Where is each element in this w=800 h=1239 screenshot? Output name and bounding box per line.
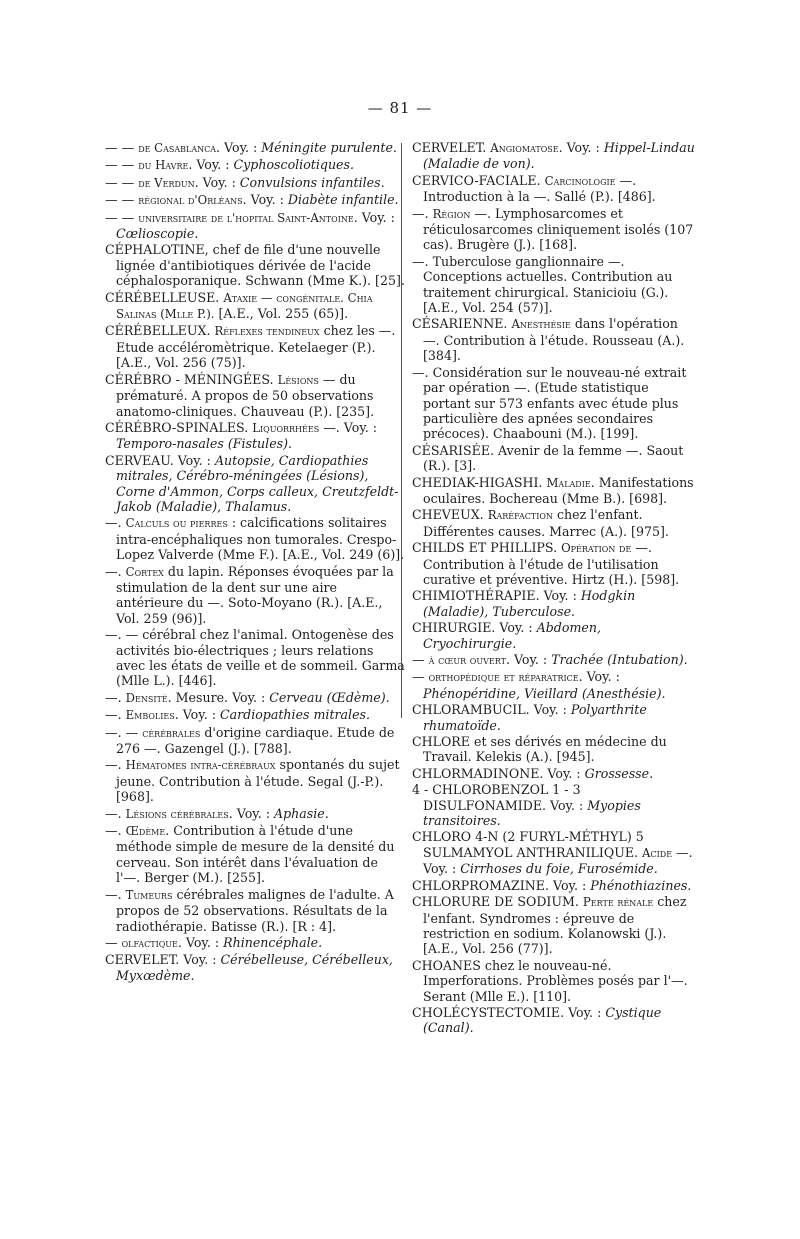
index-entry	[105, 725, 405, 757]
entry-text: Tuberculose ganglionnaire —. Conceptions actuelles. Contribution au traitement chirurgical. Stanicioiu (G.). [A.E., Vol. 254 (57)].	[423, 253, 673, 316]
entry-text: . Voy. :	[558, 140, 604, 155]
entry-subheading: Perte rénale	[582, 895, 654, 910]
index-column-right	[412, 140, 698, 1037]
entry-heading: CÉSARISÉE	[412, 442, 491, 458]
entry-heading: —	[105, 934, 122, 950]
entry-text: et ses dérivés en médecine du Travail. Kelekis (A.). [945].	[423, 734, 667, 765]
entry-subheading: Acide	[642, 845, 673, 860]
entry-text: . Voy. :	[188, 157, 234, 173]
entry-text: . Voy. :	[228, 805, 274, 821]
entry-subheading: Lésions	[277, 372, 319, 387]
entry-subheading: Maladie	[546, 475, 591, 490]
entry-heading: — —	[105, 140, 139, 155]
index-entry	[412, 475, 698, 507]
index-entry	[105, 140, 405, 156]
index-entry	[412, 894, 698, 957]
entry-text: . Manifestations oculaires. Bochereau (Mme B.). [698].	[423, 474, 694, 506]
entry-heading: CHLORPROMAZINE	[412, 877, 545, 893]
entry-subheading: Calculs ou pierres	[125, 516, 228, 531]
entry-text: chez l'enfant. Différentes causes. Marrec (A.). [975].	[423, 507, 669, 539]
entry-heading: —.	[105, 563, 126, 579]
entry-subheading: universitaire de l'hopital Saint-Antoine	[138, 210, 354, 225]
entry-subheading: Opération de	[561, 541, 632, 556]
index-entry	[412, 588, 698, 619]
entry-heading: —.	[412, 253, 433, 269]
index-entry	[412, 540, 698, 587]
entry-heading: CÉPHALOTINE	[105, 242, 205, 258]
entry-text: cérébrales malignes de l'adulte. A propos de 52 observations. Résultats de la radiothérapie. Batisse (R.). [R : 4].	[116, 886, 394, 934]
index-entry	[105, 515, 405, 562]
entry-subheading: régional d'Orléans	[138, 193, 243, 208]
page-number: — 81 —	[367, 99, 433, 117]
entry-heading: —.	[105, 823, 126, 839]
entry-text: chez le nouveau-né. Imperforations. Problèmes posés par l'—. Serant (Mlle E.). [110].	[423, 957, 688, 1004]
entry-subheading: Cortex	[125, 564, 164, 579]
entry-text: . Voy. :	[491, 620, 537, 636]
index-entry	[105, 323, 405, 370]
index-entry	[412, 652, 698, 668]
entry-reference: Cérébelleuse, Cérébelleux, Myxœdème.	[116, 952, 393, 983]
index-entry	[412, 173, 698, 205]
entry-text: — du prématuré. A propos de 50 observations anatomo-cliniques. Chauveau (P.). [235].	[116, 371, 375, 419]
entry-subheading: orthopédique et réparatrice	[428, 670, 579, 685]
entry-heading: — —	[105, 192, 139, 208]
entry-reference: Polyarthrite rhumatoïde.	[423, 702, 647, 733]
entry-text: —. Contribution à l'étude de l'utilisation curative et préventive. Hirtz (H.). [598].	[423, 540, 680, 587]
entry-text: chez les —. Etude accéléromètrique. Ketelaeger (P.). [A.E., Vol. 256 (75)].	[116, 323, 396, 371]
entry-reference: Aphasie.	[274, 805, 329, 821]
entry-heading: — —	[105, 209, 139, 225]
entry-text: . Voy. :	[216, 140, 262, 155]
entry-heading: CHLORAMBUCIL	[412, 702, 526, 718]
entry-text: . Voy. :	[194, 174, 240, 190]
entry-heading: 4 - CHLOROBENZOL 1 - 3 DISULFONAMIDE	[412, 782, 581, 813]
entry-heading: —.	[105, 515, 126, 531]
entry-text: , chef de file d'une nouvelle lignée d'antibiotiques dérivée de l'acide céphalosporanique. Schwann (Mme K.). [25].	[116, 242, 405, 289]
entry-reference: Rhinencéphale.	[223, 934, 323, 950]
index-entry	[412, 878, 698, 893]
entry-reference: Phénopéridine, Vieillard (Anesthésie).	[423, 685, 666, 701]
entry-text: cérébral chez l'animal. Ontogenèse des activités bio-électriques ; leurs relations avec les états de veille et de sommeil. Garma (Mlle L.). [446].	[116, 627, 405, 689]
entry-heading: —.	[105, 757, 126, 773]
entry-reference: Cardiopathies mitrales.	[219, 707, 370, 723]
index-entry	[412, 140, 698, 172]
entry-subheading: Carcinologie	[544, 173, 616, 188]
entry-heading: CHLORE	[412, 734, 470, 750]
entry-text: . Mesure. Voy. :	[167, 689, 270, 705]
entry-reference: Diabète infantile.	[287, 192, 399, 208]
entry-text: —. Voy. :	[319, 419, 378, 435]
index-entry	[105, 806, 405, 822]
entry-heading: — —	[105, 174, 139, 190]
index-entry	[412, 316, 698, 363]
entry-text: —. Introduction à la —. Sallé (P.). [486].	[423, 172, 656, 205]
index-entry	[412, 206, 698, 253]
index-entry	[105, 157, 405, 173]
index-entry	[105, 707, 405, 723]
entry-text: —. Voy. :	[423, 844, 693, 877]
entry-reference: Grossesse.	[584, 765, 654, 781]
entry-reference: Convulsions infantiles.	[239, 174, 385, 190]
entry-subheading: cérébrales	[142, 725, 201, 740]
index-entry	[412, 702, 698, 733]
index-entry	[105, 935, 405, 951]
entry-heading: —.	[105, 689, 126, 705]
index-entry	[412, 365, 698, 442]
entry-heading: CÉRÉBELLEUX.	[105, 323, 215, 339]
entry-text: . Voy. :	[525, 702, 571, 718]
index-entry	[412, 507, 698, 539]
entry-heading: —	[412, 669, 429, 685]
index-entry	[105, 175, 405, 191]
index-entry	[412, 734, 698, 765]
entry-heading: CÉSARIENNE.	[412, 316, 512, 332]
entry-text: : calcifications solitaires intra-encéphaliques non tumorales. Crespo-Lopez Valverde (Mme F.). [A.E., Vol. 249 (6)].	[116, 515, 405, 563]
entry-reference: Trachée (Intubation).	[551, 652, 688, 667]
entry-text: d'origine cardiaque. Etude de 276 —. Gazengel (J.). [788].	[116, 724, 395, 757]
index-entry	[412, 766, 698, 781]
entry-subheading: Densité	[125, 690, 168, 705]
entry-heading: CERVELET.	[412, 140, 491, 155]
column-divider	[401, 143, 402, 718]
index-entry	[412, 669, 698, 701]
entry-text: . Voy. :	[169, 452, 215, 468]
index-entry	[105, 192, 405, 208]
index-entry	[105, 420, 405, 452]
index-entry	[105, 564, 405, 627]
entry-subheading: Anesthésie	[511, 317, 571, 332]
entry-heading: CHLORMADINONE	[412, 765, 540, 781]
entry-subheading: Réflexes tendineux	[214, 324, 320, 339]
index-column-left	[105, 140, 405, 984]
entry-heading: —.	[105, 886, 126, 902]
entry-text: . Voy. :	[353, 209, 395, 225]
entry-heading: CHILDS ET PHILLIPS.	[412, 540, 562, 556]
entry-subheading: Lésions cérébrales	[125, 806, 229, 821]
entry-reference: Cœlioscopie.	[116, 226, 199, 242]
entry-reference: Cirrhoses du foie, Furosémide.	[460, 861, 658, 877]
entry-text: . Voy. :	[174, 707, 220, 723]
index-entry	[412, 254, 698, 316]
entry-heading: CÉRÉBRO - MÉNINGÉES.	[105, 371, 278, 387]
entry-text: . Voy. :	[177, 934, 224, 950]
entry-heading: CHLORO 4-N (2 FURYL-MÉTHYL) 5 SULMAMYOL ANTHRANILIQUE.	[412, 829, 644, 860]
entry-subheading: de Verdun	[138, 175, 195, 190]
entry-subheading: olfactique	[121, 935, 178, 950]
entry-reference: Cyphoscoliotiques.	[233, 157, 354, 173]
entry-heading: — —	[105, 157, 139, 173]
entry-reference: Temporo-nasales (Fistules).	[116, 436, 293, 452]
entry-heading: CHLORURE DE SODIUM.	[412, 894, 583, 910]
entry-subheading: Région	[432, 206, 471, 221]
entry-subheading: à cœur ouvert	[428, 653, 506, 667]
entry-reference: Autopsie, Cardiopathies mitrales, Cérébro-méningées (Lésions), Corne d'Ammon, Corps calleux, Creutzfeldt-Jakob (Maladie), Thalamus.	[116, 452, 399, 514]
entry-subheading: Embolies	[125, 708, 175, 723]
entry-text: . Avenir de la femme —. Saout (R.). [3].	[423, 442, 684, 474]
entry-heading: CERVICO-FACIALE.	[412, 172, 545, 188]
index-entry	[105, 453, 405, 515]
entry-text: chez l'enfant. Syndromes : épreuve de restriction en sodium. Kolanowski (J.). [A.E., Vol. 256 (77)].	[423, 894, 687, 957]
entry-heading: CERVELET	[105, 952, 176, 968]
entry-reference: Abdomen, Cryochirurgie.	[423, 620, 601, 651]
entry-text: . Voy. :	[175, 952, 221, 968]
entry-reference: Cystique (Canal).	[423, 1004, 662, 1036]
index-entry	[105, 372, 405, 419]
entry-heading: CÉRÉBELLEUSE.	[105, 289, 224, 305]
entry-heading: —.	[412, 364, 433, 380]
entry-text: . Voy. :	[542, 797, 588, 813]
index-entry	[105, 627, 405, 689]
index-entry	[105, 242, 405, 288]
entry-heading: CHIRURGIE	[412, 620, 492, 636]
entry-heading: —.	[105, 707, 126, 723]
index-entry	[105, 952, 405, 983]
entry-heading: —	[412, 652, 429, 667]
index-entry	[412, 958, 698, 1004]
entry-subheading: Liquorrhées	[252, 420, 320, 435]
entry-heading: CHEDIAK-HIGASHI.	[412, 474, 547, 490]
entry-text: Considération sur le nouveau-né extrait par opération —. (Etude statistique portant sur 573 enfants avec étude plus particulière des apnées secondaires précoces). Chaabouni (M.). [199].	[423, 364, 687, 442]
entry-reference: Hippel-Lindau (Maladie de von).	[423, 140, 695, 172]
entry-text: . Voy. :	[242, 192, 288, 208]
index-entry	[105, 757, 405, 804]
entry-subheading: Angiomatose	[490, 141, 559, 155]
entry-heading: —. —	[105, 724, 143, 740]
entry-heading: CHOANES	[412, 957, 481, 973]
entry-heading: —.	[412, 205, 433, 221]
index-entry	[105, 887, 405, 934]
entry-heading: —.	[105, 805, 126, 821]
index-entry	[105, 690, 405, 706]
index-entry	[412, 829, 698, 876]
entry-heading: CHOLÉCYSTECTOMIE	[412, 1004, 561, 1020]
entry-heading: CERVEAU	[105, 452, 170, 468]
entry-text: [A.E., Vol. 255 (65)].	[214, 306, 349, 322]
entry-subheading: Œdème	[125, 824, 166, 839]
index-entry	[105, 210, 405, 242]
entry-heading: CÉRÉBRO-SPINALES.	[105, 419, 253, 435]
entry-text: . Voy. :	[505, 652, 552, 667]
entry-text: . Voy. :	[545, 877, 591, 893]
index-entry	[412, 1005, 698, 1036]
entry-reference: Méningite purulente.	[261, 140, 397, 155]
entry-text: . Voy. :	[578, 669, 620, 685]
entry-subheading: du Havre	[138, 158, 189, 173]
entry-subheading: Ataxie — congénitale. Chia Salinas (Mlle P.).	[116, 290, 373, 322]
index-entry	[105, 823, 405, 886]
entry-text: . Voy. :	[539, 765, 585, 781]
entry-subheading: Tumeurs	[125, 887, 173, 902]
entry-heading: CHEVEUX.	[412, 507, 488, 523]
index-entry	[412, 782, 698, 828]
entry-text: spontanés du sujet jeune. Contribution à l'étude. Segal (J.-P.). [968].	[116, 757, 400, 805]
entry-subheading: Hématomes intra-cérébraux	[125, 758, 276, 773]
entry-reference: Hodgkin (Maladie), Tuberculose.	[423, 588, 636, 619]
entry-text: . Voy. :	[560, 1004, 606, 1020]
entry-text: . Voy. :	[535, 588, 581, 604]
entry-subheading: de Casablanca	[138, 141, 217, 155]
index-entry	[412, 443, 698, 474]
entry-heading: CHIMIOTHÉRAPIE	[412, 588, 536, 604]
entry-text: . Contribution à l'étude d'une méthode simple de mesure de la densité du cerveau. Son intérêt dans l'évaluation de l'—. Berger (M.). [255].	[116, 823, 395, 886]
entry-heading: —. —	[105, 627, 143, 643]
entry-reference: Phénothiazines.	[590, 877, 692, 893]
entry-reference: Cerveau (Œdème).	[269, 689, 390, 705]
entry-text: dans l'opération —. Contribution à l'étude. Rousseau (A.). [384].	[423, 316, 685, 364]
entry-reference: Myopies transitoires.	[423, 797, 641, 829]
index-entry	[105, 290, 405, 323]
entry-text: —. Lymphosarcomes et réticulosarcomes cliniquement isolés (107 cas). Brugère (J.). [168].	[423, 205, 694, 253]
entry-subheading: Raréfaction	[487, 508, 553, 523]
entry-text: du lapin. Réponses évoquées par la stimulation de la dent sur une aire antérieure du —. Soto-Moyano (R.). [A.E., Vol. 259 (96)].	[116, 563, 394, 626]
index-entry	[412, 620, 698, 651]
